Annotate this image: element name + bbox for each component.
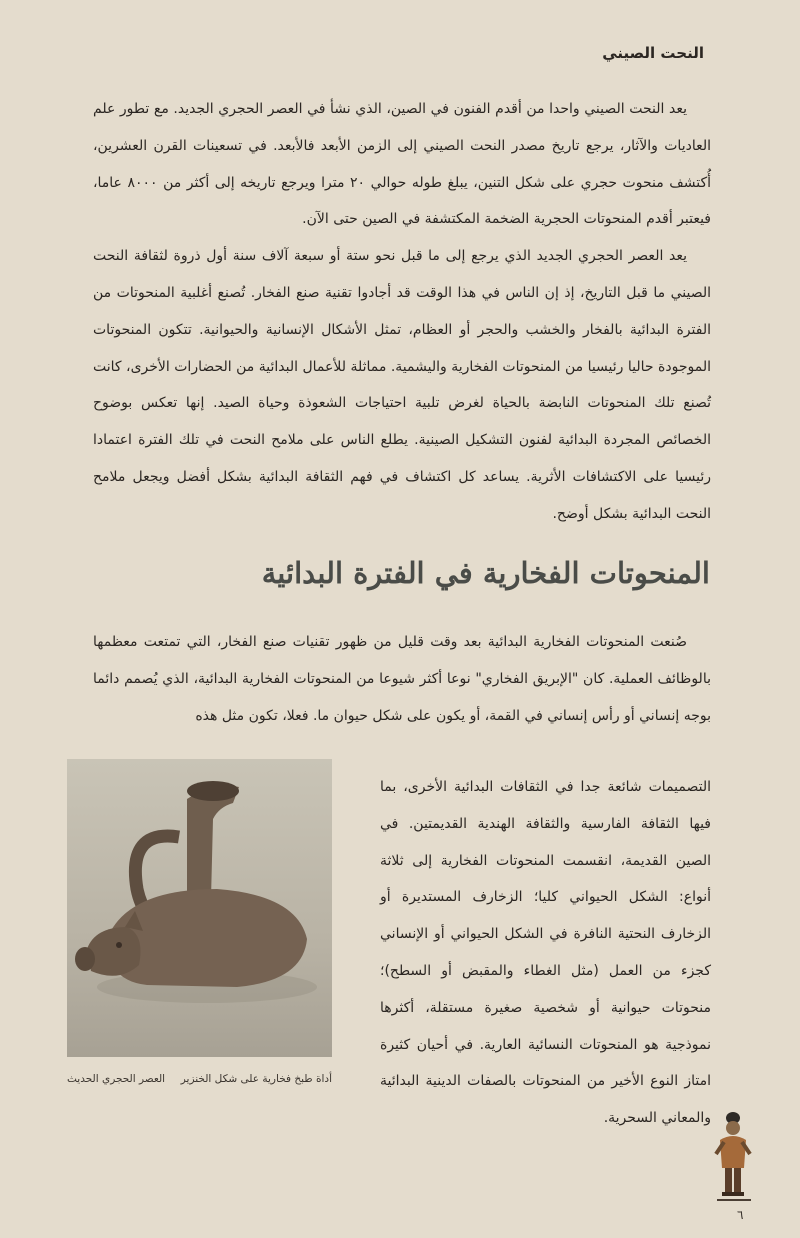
- section-heading: المنحوتات الفخارية في الفترة البدائية: [261, 556, 710, 590]
- page-number: ٦: [737, 1208, 744, 1222]
- intro-paragraph-1: يعد النحت الصيني واحدا من أقدم الفنون في الصين، الذي نشأ في العصر الحجري الجديد. مع تطور علم العاديات والآثار، يرجع تاريخ مصدر النحت الصيني إلى الزمن الأبعد فالأبعد. في تسعينات القرن العشرين، أُكتشف منحوت حجري على شكل التنين، يبلغ طوله حوالي ٢٠ مترا ويرجع تاريخه إلى أكثر من ٨٠٠٠ عاما، فيعتبر أقدم المنحوتات الحجرية الضخمة المكتشفة في الصين حتى الآن.: [93, 101, 712, 228]
- intro-paragraph-2: يعد العصر الحجري الجديد الذي يرجع إلى ما قبل نحو ستة أو سبعة آلاف سنة أول ذروة لثقافة النحت الصيني ما قبل التاريخ، إذ إن الناس في هذا الوقت قد أجادوا تقنية صنع الفخار. تُصنع أغلبية المنحوتات من الفترة البدائية بالفخار والخشب والحجر أو العظام، تمثل الأشكال الإنسانية والحيوانية. تتكون المنحوتات الموجودة حاليا رئيسيا من المنحوتات الفخارية واليشمية. مماثلة للأعمال البدائية من الحضارات الأخرى، كانت تُصنع تلك المنحوتات النابضة بالحياة لغرض تلبية احتياجات الشعوذة وحياة الصيد. إنها تعكس بوضوح الخصائص المجردة البدائية لفنون التشكيل الصينية. يطلع الناس على ملامح النحت في تلك الفترة اعتمادا رئيسيا على الاكتشافات الأثرية. يساعد كل اكتشاف في فهم الثقافة البدائية بشكل أفضل ويجعل ملامح النحت البدائية بشكل أوضح.: [93, 248, 711, 522]
- section-text-top: [93, 624, 711, 734]
- section-text-column: [380, 769, 711, 1137]
- pig-vessel-photo: [67, 759, 332, 1057]
- pig-vessel-illustration: [67, 759, 332, 1057]
- running-title: النحت الصيني: [602, 44, 704, 62]
- section-paragraph-column: التصميمات شائعة جدا في الثقافات البدائية الأخرى، بما فيها الثقافة الفارسية والثقافة الهندية القديمتين. في الصين القديمة، انقسمت المنحوتات الفخارية إلى ثلاثة أنواع: الشكل الحيواني كليا؛ الزخارف المستديرة أو الزخارف النحتية النافرة في الشكل الحيواني أو الإنساني كجزء من العمل (مثل الغطاء والمقبض أو السطح)؛ منحوتات حيوانية أو شخصية صغيرة مستقلة، أكثرها نموذجية هو المنحوتات النسائية العارية. في أحيان كثيرة امتاز النوع الأخير من المنحوتات بالصفات الدينية البدائية والمعاني السحرية.: [380, 779, 711, 1127]
- figure-caption: [67, 1073, 332, 1085]
- section-paragraph-top: صُنعت المنحوتات الفخارية البدائية بعد وقت قليل من ظهور تقنيات صنع الفخار، التي تمتعت معظمها بالوظائف العملية. كان "الإبريق الفخاري" نوعا أكثر شيوعا من المنحوتات الفخارية البدائية، الذي يُصمم دائما بوجه إنساني أو رأس إنساني في القمة، أو يكون على شكل حيوان ما. فعلا، تكون مثل هذه: [93, 634, 711, 724]
- caption-title: أداة طبخ فخارية على شكل الخنزير: [180, 1073, 332, 1085]
- figurine-ornament-icon: [712, 1108, 754, 1198]
- caption-period: العصر الحجري الحديث: [67, 1073, 166, 1085]
- footer-rule: [717, 1199, 751, 1201]
- intro-text: [93, 91, 711, 533]
